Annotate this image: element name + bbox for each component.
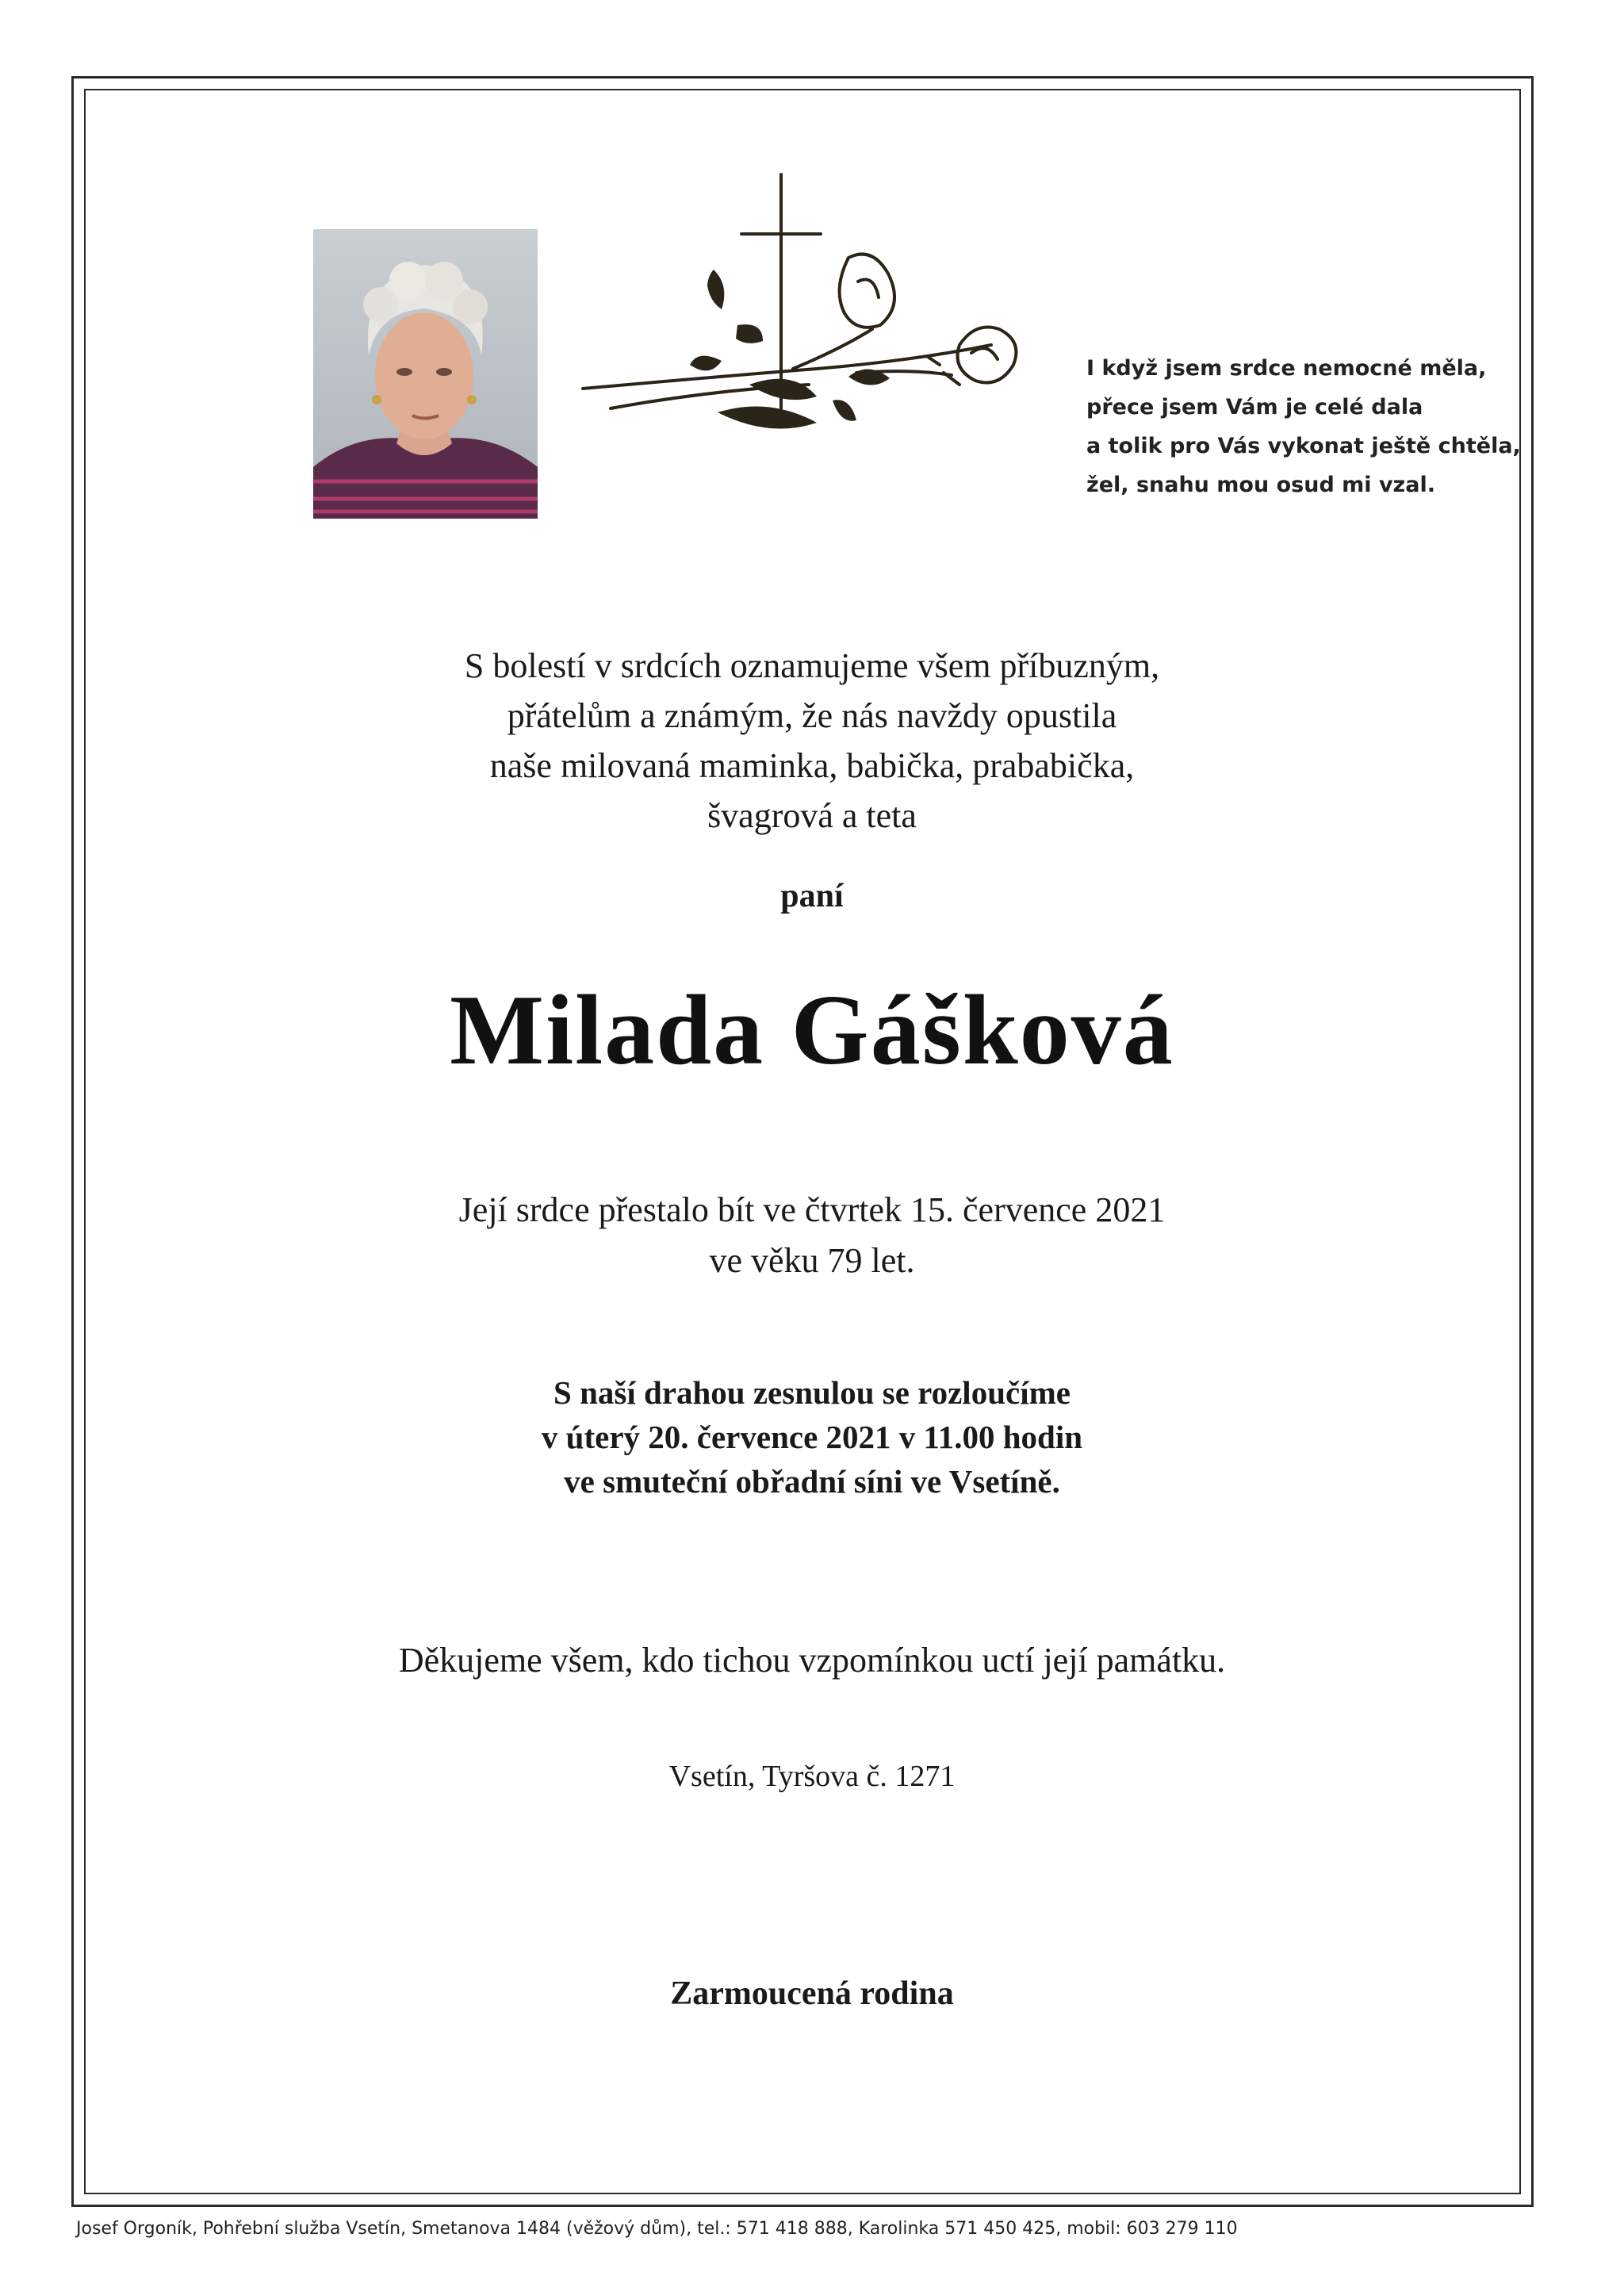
signature-text: Zarmoucená rodina <box>670 1975 954 2012</box>
funeral-service-footer: Josef Orgoník, Pohřební služba Vsetín, Smetanova 1484 (věžový dům), tel.: 571 418 888, Karolinka 571 450 425, mobil: 603 279 110 <box>76 2219 1238 2239</box>
announcement-text <box>0 641 1624 841</box>
verse-line: I když jsem srdce nemocné měla, <box>1086 356 1487 381</box>
verse-poem <box>1086 349 1530 504</box>
announcement-line: S bolestí v srdcích oznamujeme všem příbuzným, <box>464 646 1160 685</box>
announcement-line: švagrová a teta <box>707 796 917 835</box>
farewell-line: v úterý 20. července 2021 v 11.00 hodin <box>541 1419 1083 1455</box>
title-pani: paní <box>780 878 844 914</box>
death-info <box>0 1185 1624 1286</box>
farewell-line: ve smuteční obřadní síni ve Vsetíně. <box>564 1463 1060 1500</box>
portrait-photo <box>313 229 538 519</box>
verse-line: žel, snahu mou osud mi vzal. <box>1086 473 1436 497</box>
verse-line: přece jsem Vám je celé dala <box>1086 395 1423 420</box>
thanks-text: Děkujeme všem, kdo tichou vzpomínkou uctí její památku. <box>398 1641 1226 1680</box>
announcement-line: přátelům a známým, že nás navždy opustila <box>507 696 1117 735</box>
verse-line: a tolik pro Vás vykonat ještě chtěla, <box>1086 434 1521 458</box>
address-text: Vsetín, Tyršova č. 1271 <box>668 1760 956 1793</box>
death-line: Její srdce přestalo bít ve čtvrtek 15. července 2021 <box>458 1190 1166 1229</box>
death-line: ve věku 79 let. <box>709 1241 915 1280</box>
farewell-line: S naší drahou zesnulou se rozloučíme <box>553 1374 1071 1411</box>
deceased-name: Milada Gášková <box>450 975 1174 1086</box>
farewell-info <box>0 1370 1624 1504</box>
announcement-line: naše milovaná maminka, babička, prababička, <box>489 746 1135 785</box>
cross-with-roses-icon <box>579 170 1031 472</box>
